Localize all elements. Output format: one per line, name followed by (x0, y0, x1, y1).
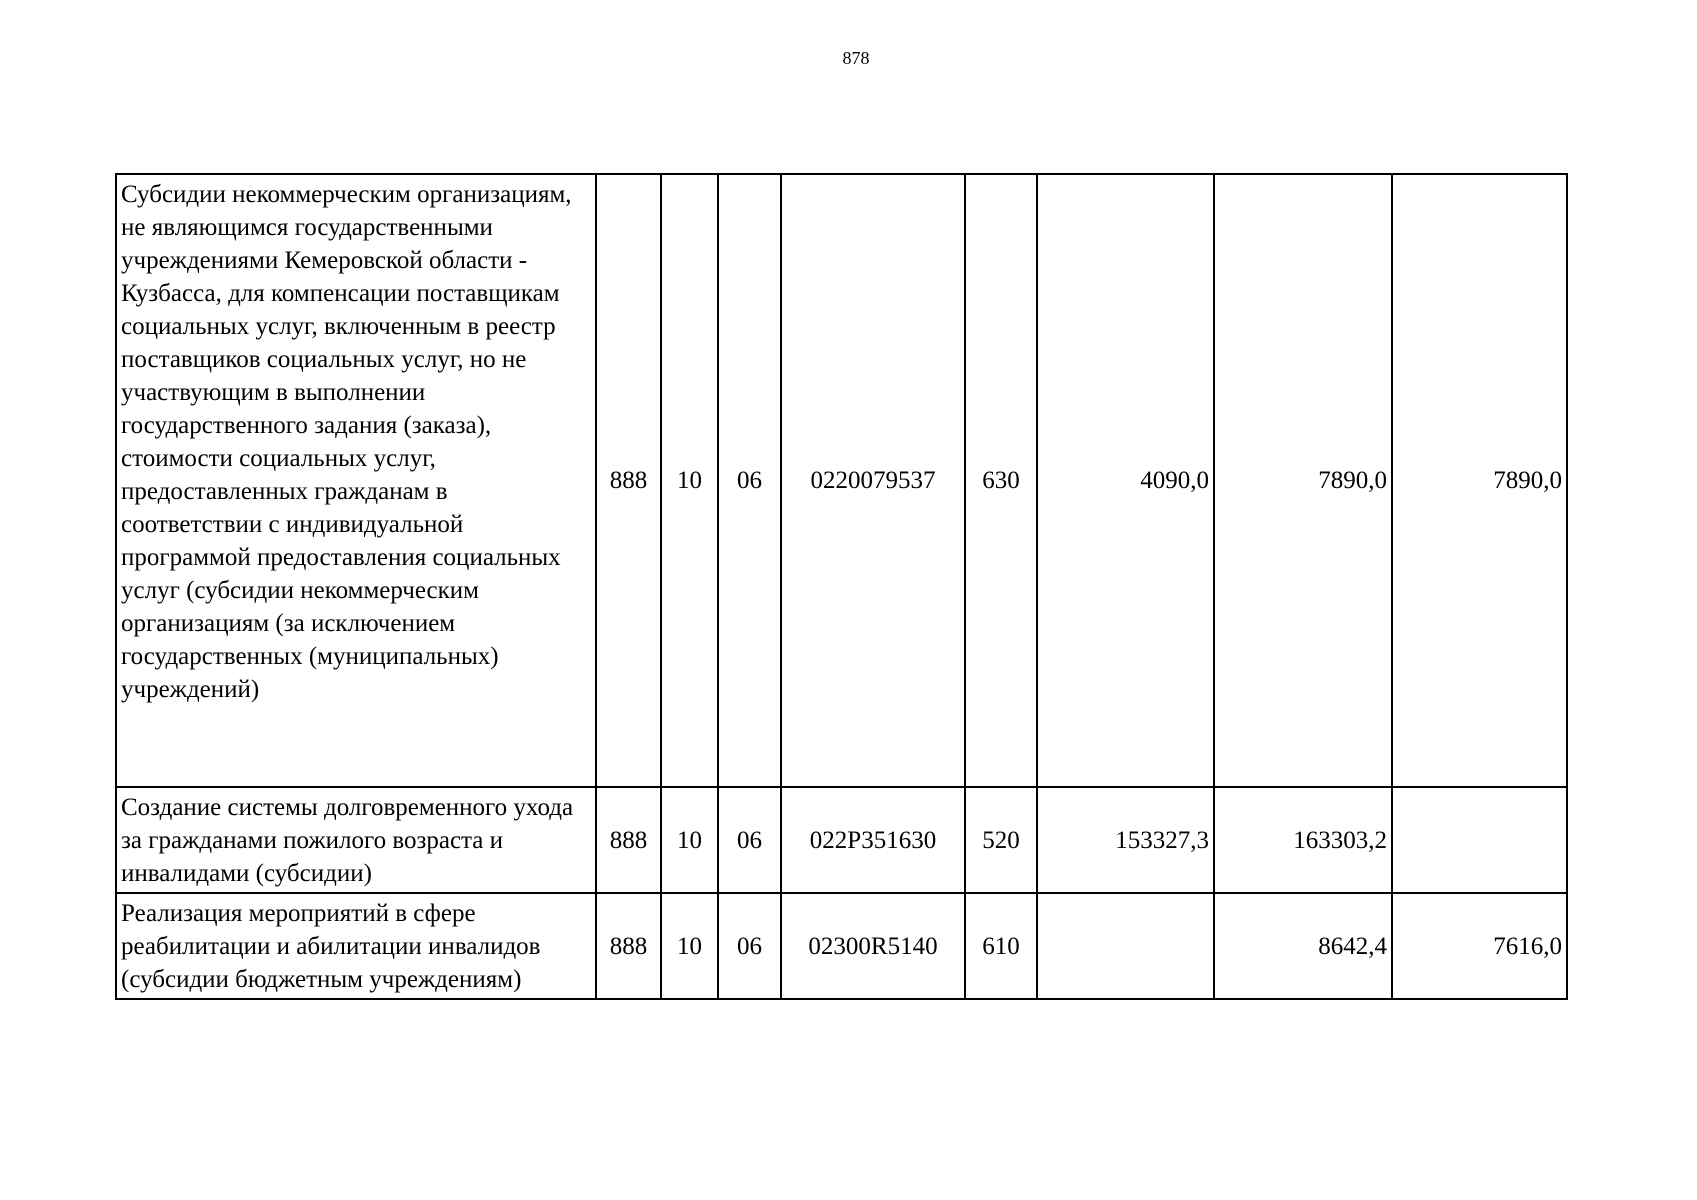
amount-cell: 7616,0 (1392, 893, 1567, 999)
amount-cell: 153327,3 (1037, 787, 1214, 893)
target-article-code: 0220079537 (781, 174, 965, 787)
amount-cell: 7890,0 (1392, 174, 1567, 787)
table-row (116, 893, 1567, 999)
row-description: Реализация мероприятий в сфере реабилитации и абилитации инвалидов (субсидии бюджетным учреждениям) (116, 893, 596, 999)
ministry-code: 888 (596, 893, 661, 999)
section-code: 10 (661, 174, 718, 787)
expense-type-code: 520 (965, 787, 1037, 893)
expense-type-code: 610 (965, 893, 1037, 999)
table-row (116, 787, 1567, 893)
budget-table (115, 173, 1568, 1000)
subsection-code: 06 (718, 787, 781, 893)
expense-type-code: 630 (965, 174, 1037, 787)
row-description: Создание системы долговременного ухода за гражданами пожилого возраста и инвалидами (субсидии) (116, 787, 596, 893)
ministry-code: 888 (596, 787, 661, 893)
ministry-code: 888 (596, 174, 661, 787)
target-article-code: 022P351630 (781, 787, 965, 893)
amount-cell: 4090,0 (1037, 174, 1214, 787)
amount-cell: 8642,4 (1214, 893, 1392, 999)
subsection-code: 06 (718, 174, 781, 787)
table-row (116, 174, 1567, 787)
subsection-code: 06 (718, 893, 781, 999)
amount-cell: 7890,0 (1214, 174, 1392, 787)
row-description: Субсидии некоммерческим организациям, не являющимся государственными учреждениями Кемеровской области - Кузбасса, для компенсации поставщикам социальных услуг, включенным в реестр поставщиков социальных услуг, но не участвующим в выполнении государственного задания (заказа), стоимости социальных услуг, предоставленных гражданам в соответствии с индивидуальной программой предоставления социальных услуг (субсидии некоммерческим организациям (за исключением государственных (муниципальных) учреждений) (116, 174, 596, 787)
section-code: 10 (661, 893, 718, 999)
section-code: 10 (661, 787, 718, 893)
amount-cell: 163303,2 (1214, 787, 1392, 893)
amount-cell (1392, 787, 1567, 893)
target-article-code: 02300R5140 (781, 893, 965, 999)
page-number: 878 (842, 48, 870, 68)
amount-cell (1037, 893, 1214, 999)
